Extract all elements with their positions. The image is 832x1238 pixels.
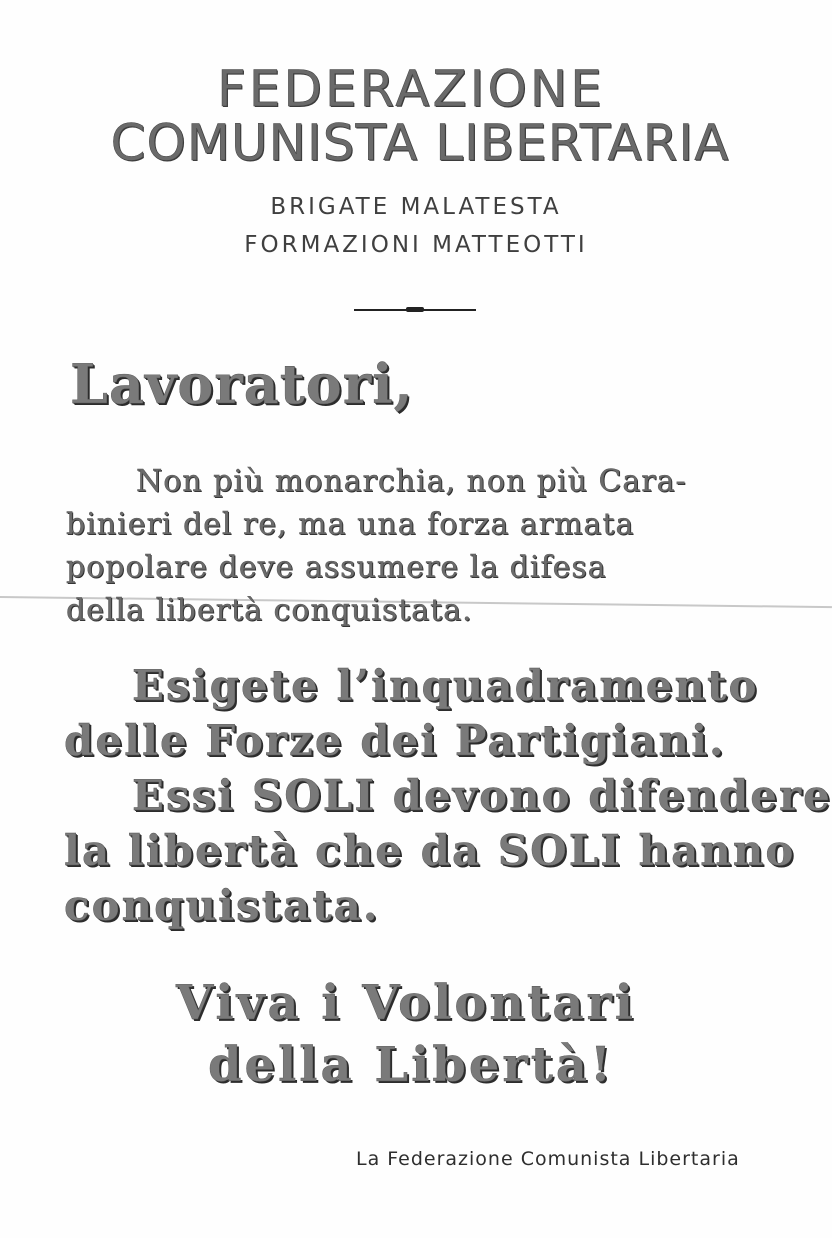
slogan-line2: della Libertà! (207, 1037, 615, 1093)
closing-slogan (0, 972, 832, 1096)
signature: La Federazione Comunista Libertaria (356, 1148, 740, 1170)
salutation: Lavoratori, (70, 352, 414, 416)
org-title-line1: FEDERAZIONE (217, 60, 605, 118)
slogan-line1: Viva i Volontari (175, 975, 637, 1031)
paragraph-line: conquistata. (64, 881, 380, 930)
paragraph-partigiani (64, 658, 832, 933)
paragraph-line: delle Forze dei Partigiani. (64, 716, 726, 765)
paragraph-line: Non più monarchia, non più Cara- (136, 464, 687, 499)
paragraph-line: Esigete l’inquadramento (132, 661, 759, 710)
paragraph-line: binieri del re, ma una forza armata (66, 507, 635, 542)
letterhead (0, 62, 832, 264)
org-title-line2: COMUNISTA LIBERTARIA (110, 114, 730, 172)
paragraph-line: Essi SOLI devono difendere (132, 771, 832, 820)
subtitle-formazioni: FORMAZIONI MATTEOTTI (244, 232, 588, 258)
paragraph-line: la libertà che da SOLI hanno (64, 826, 796, 875)
subtitle-brigate: BRIGATE MALATESTA (270, 194, 562, 220)
paragraph-line: della libertà conquistata. (66, 593, 473, 628)
ornamental-divider (354, 309, 476, 311)
paragraph-line: popolare deve assumere la difesa (66, 550, 607, 585)
paragraph-monarchia (66, 460, 766, 632)
